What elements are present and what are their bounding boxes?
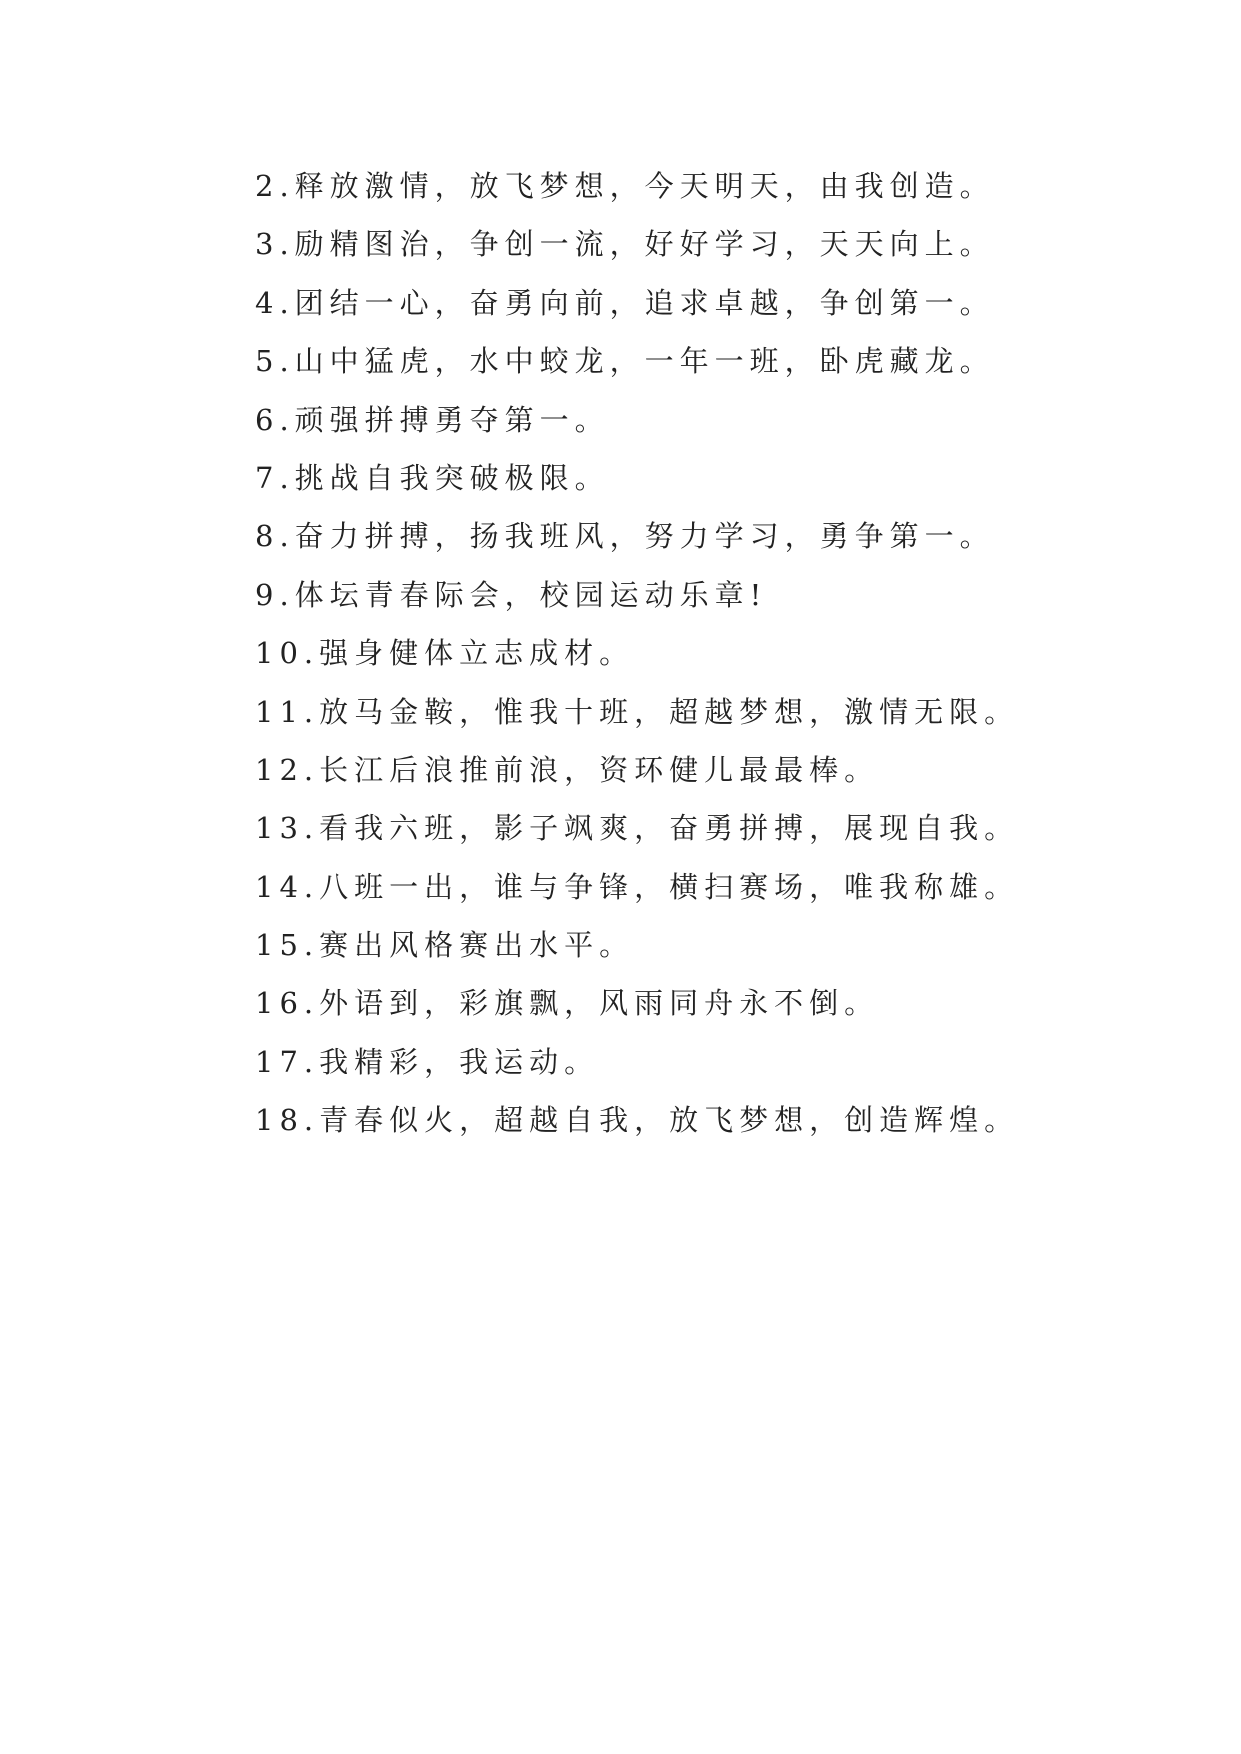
list-item: 12.长江后浪推前浪，资环健儿最最棒。: [255, 752, 880, 787]
list-item: 16.外语到，彩旗飘，风雨同舟永不倒。: [255, 986, 880, 1021]
list-item: 4.团结一心，奋勇向前，追求卓越，争创第一。: [255, 285, 995, 320]
list-item: 5.山中猛虎，水中蛟龙，一年一班，卧虎藏龙。: [255, 344, 995, 379]
list-item: 6.顽强拼搏勇夺第一。: [255, 402, 610, 437]
list-item: 17.我精彩，我运动。: [255, 1044, 600, 1079]
list-item: 13.看我六班，影子飒爽，奋勇拼搏，展现自我。: [255, 811, 1020, 846]
list-item: 8.奋力拼搏，扬我班风，努力学习，勇争第一。: [255, 519, 995, 554]
list-item: 3.励精图治，争创一流，好好学习，天天向上。: [255, 227, 995, 262]
list-item: 18.青春似火，超越自我，放飞梦想，创造辉煌。: [255, 1103, 1020, 1138]
list-item: 10.强身健体立志成材。: [255, 636, 635, 671]
list-item: 9.体坛青春际会，校园运动乐章!: [255, 577, 768, 612]
list-item: 15.赛出风格赛出水平。: [255, 928, 635, 963]
list-item: 2.释放激情，放飞梦想，今天明天，由我创造。: [255, 169, 995, 203]
list-item: 7.挑战自我突破极限。: [255, 460, 610, 495]
list-item: 14.八班一出，谁与争锋，横扫赛场，唯我称雄。: [255, 869, 1020, 904]
slogan-list: [255, 157, 1155, 1150]
list-item: 11.放马金鞍，惟我十班，超越梦想，激情无限。: [255, 694, 1020, 729]
